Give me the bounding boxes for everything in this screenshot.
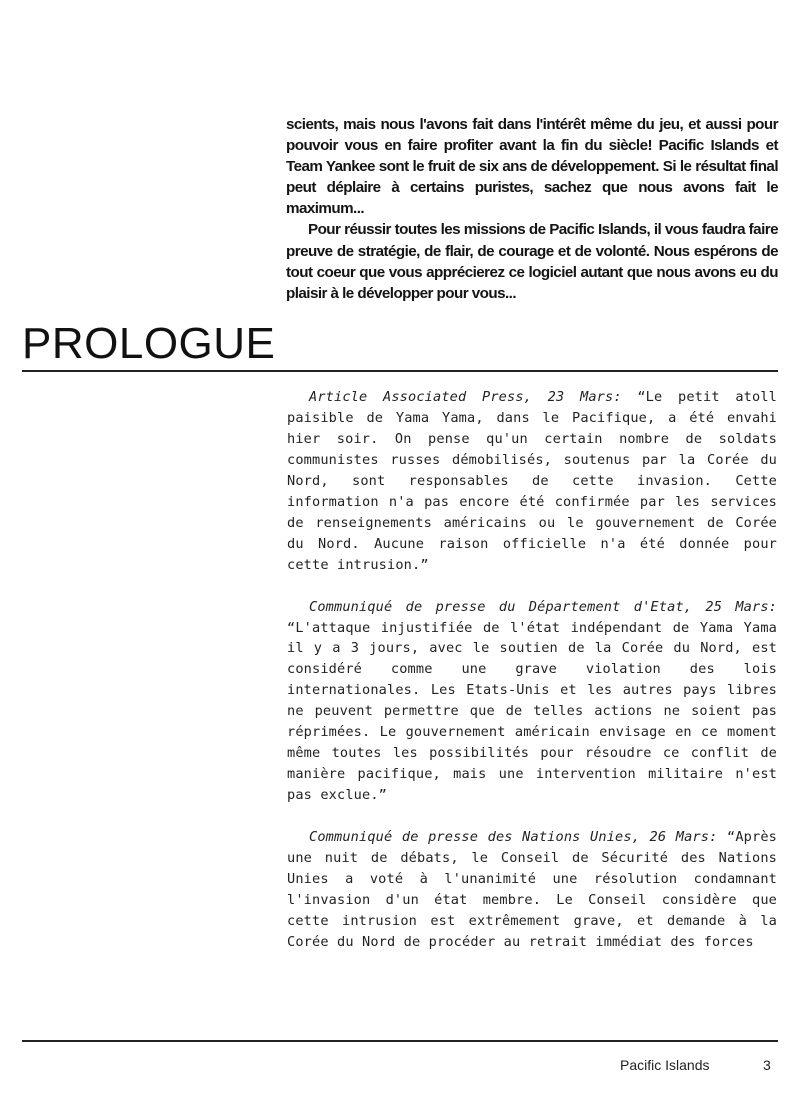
intro-paragraph: scients, mais nous l'avons fait dans l'intérêt même du jeu, et aussi pour pouvoir vous en faire profiter avant la fin du siècle! Pacific Islands et Team Yankee sont le fruit de six ans de développement. Si le résultat final peut déplaire à certains puristes, sachez que nous avons fait le maximum...	[286, 116, 778, 218]
page-number: 3	[763, 1057, 771, 1073]
footer-divider	[22, 1040, 778, 1042]
section-divider	[22, 370, 778, 372]
article-paragraph	[287, 827, 777, 953]
article-source: Communiqué de presse des Nations Unies, 26 Mars:	[309, 829, 718, 846]
article-source: Communiqué de presse du Département d'Etat, 25 Mars:	[309, 598, 777, 615]
article-text: “Après une nuit de débats, le Conseil de Sécurité des Nations Unies a voté à l'unanimité une résolution condamnant l'invasion d'un état membre. Le Conseil considère que cette intrusion est extrêmement grave, et demande à la Corée du Nord de procéder au retrait immédiat des forces	[287, 829, 777, 950]
intro-text	[286, 114, 778, 304]
article-text: “L'attaque injustifiée de l'état indépendant de Yama Yama il y a 3 jours, avec le soutien de la Corée du Nord, est considéré comme une grave violation des lois internationales. Les Etats-Unis et les autres pays libres ne peuvent permettre que de telles actions ne soient pas réprimées. Le gouvernement américain envisage en ce moment même toutes les possibilités pour résoudre ce conflit de manière pacifique, mais une intervention militaire n'est pas exclue.”	[287, 619, 777, 804]
article-paragraph	[287, 597, 777, 807]
article-text: “Le petit atoll paisible de Yama Yama, dans le Pacifique, a été envahi hier soir. On pense qu'un certain nombre de soldats communistes russes démobilisés, soutenus par la Corée du Nord, sont responsables de cette invasion. Cette information n'a pas encore été confirmée par les services de renseignements américains ou le gouvernement de Corée du Nord. Aucune raison officielle n'a été donnée pour cette intrusion.”	[287, 389, 777, 573]
intro-paragraph: Pour réussir toutes les missions de Pacific Islands, il vous faudra faire preuve de stratégie, de flair, de courage et de volonté. Nous espérons de tout coeur que vous apprécierez ce logiciel autant que nous avons eu du plaisir à le développer pour vous...	[286, 221, 778, 302]
section-title: PROLOGUE	[22, 319, 276, 368]
footer-title: Pacific Islands	[620, 1057, 710, 1073]
prologue-articles	[287, 387, 777, 974]
article-source: Article Associated Press, 23 Mars:	[309, 389, 622, 405]
article-paragraph	[287, 387, 777, 576]
